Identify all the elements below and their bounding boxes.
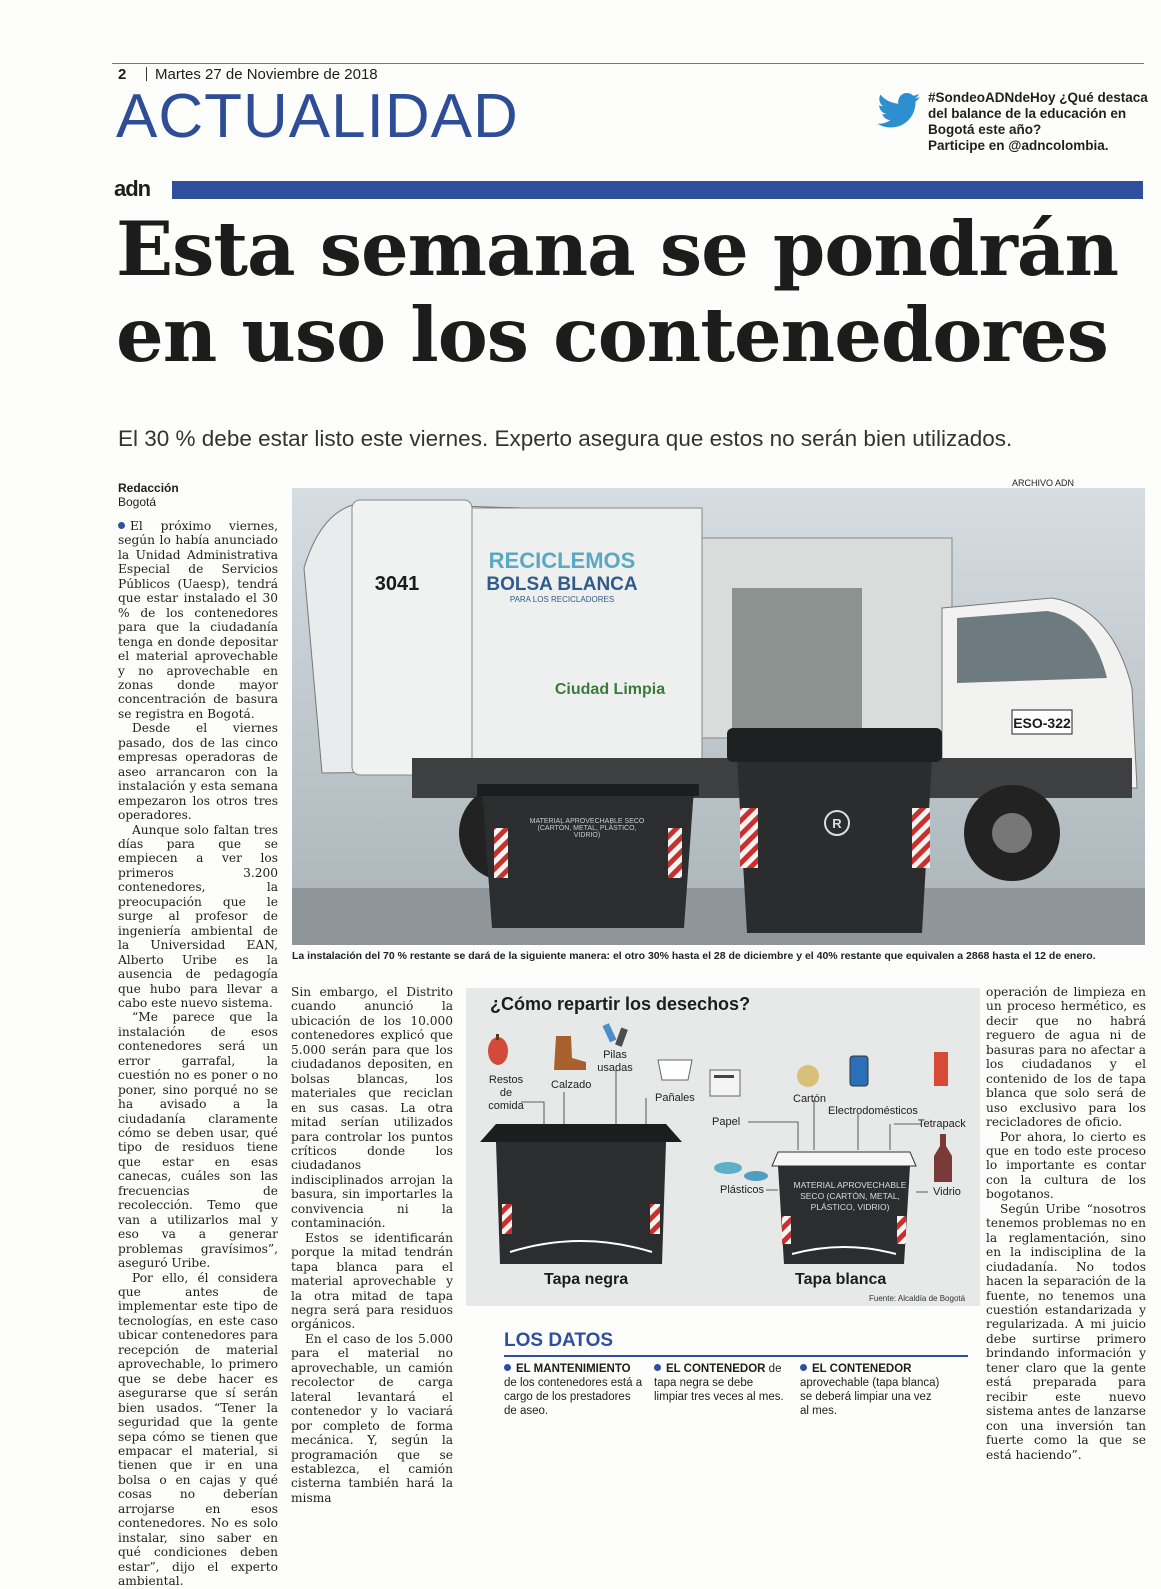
black-bin [480,1124,682,1264]
infographic-bin-text: MATERIAL APROVECHABLE SECO (CARTÓN, METAL, PLÁSTICO, VIDRIO) [793,1180,907,1212]
paragraph: Estos se identificarán porque la mitad tendrán tapa blanca para el material aprovechable y la otra mitad de tapa negra será para residuos orgánicos. [291,1230,453,1332]
label-diapers: Pañales [655,1092,695,1104]
top-rule [112,63,1144,64]
twitter-bird-icon [876,92,922,132]
page-number: 2 [118,66,127,83]
headline-line-2: en uso los contenedores [116,291,1108,379]
paragraph: Por ello, él considera que antes de implementar este tipo de tecnologías, en este caso ubicar contenedores para recepción de material aprovechable, lo primero que se debe hacer es asegurarse que sí serán bien usados. “Tener la seguridad que la gente sepa cómo se tienen que empacar el material, si tienen que ir en una bolsa o en cajas y qué cosas no deberían arrojarse en esos contenedores. No es solo instalar, sino saber en qué condiciones deben estar”, dijo el experto ambiental. [118,1270,278,1589]
label-batteries: Pilas usadas [597,1049,633,1074]
truck-brand: Ciudad Limpia [554,681,666,698]
headline-line-1: Esta semana se pondrán [116,205,1118,293]
brand-logo: adn [114,176,151,201]
newspaper-icon [710,1070,740,1096]
tetrapack-icon [934,1052,948,1086]
label-black-lid: Tapa negra [544,1271,629,1288]
photo-credit: ARCHIVO ADN [1012,478,1075,488]
label-food: Restos de comida [488,1074,524,1112]
svg-text:R: R [832,816,842,831]
infographic-drawing [466,1018,980,1308]
photo-caption: La instalación del 70 % restante se dará de la siguiente manera: el otro 30% hasta el 28 de diciembre y el 40% restante que equivalen a 2868 hasta el 12 de enero. [292,950,1096,962]
infographic-source: Fuente: Alcaldía de Bogotá [869,1294,966,1303]
label-paper: Papel [712,1116,741,1128]
twitter-cta[interactable]: Participe en @adncolombia. [928,138,1109,153]
label-cardboard: Cartón [793,1093,827,1105]
truck-photo [292,488,1145,945]
phone-icon [850,1056,868,1086]
paragraph: Según Uribe “nosotros tenemos problemas no en la reglamentación, sino en la indisciplina de la ciudadanía. No todos hacen la separación de la fuente, no tenemos una cuestión estandarizada y regularizada. A mi juicio debe surtirse primero brindando información y tener claro que la gente está preparada para recibir este nuevo sistema antes de lanzarse con una inversión tan fuerte como la que se está haciendo”. [986,1201,1146,1462]
paragraph: “Me parece que la instalación de esos contenedores será un error garrafal, la cuestión no es poner o no poner, sino porqué no se ha avisado a la ciudadanía claramente cómo se deben usar, qué tipo de residuos tiene que estar en esas canecas, cuáles son las frecuencias de recolección. Temo que van a utilizarlos mal y eso va a generar problemas gravísimos”, aseguró Uribe. [118,1010,278,1271]
batteries-icon [602,1023,627,1047]
bullet-dot [504,1364,511,1371]
apple-core-icon [488,1034,508,1065]
truck-number: 3041 [374,573,420,595]
boot-icon [554,1036,586,1070]
paragraph: Aunque solo faltan tres días para que se empiecen a ver los primeros 3.200 contenedores, la preocupación que le surge al profesor de ingeniería ambiental de la Universidad EAN, Alberto Uribe es la ausencia de pedagogía que hubo para llevar a cabo este nuevo sistema. [118,822,278,1010]
page-separator [146,67,147,81]
paragraph: Sin embargo, el Distrito cuando anunció la ubicación de los 10.000 contenedores explicó que 5.000 serán para que los ciudadanos depositen, en bolsas blancas, los materiales que reciclan en sus casas. La otra mitad serían utilizados para controlar los puntos críticos donde los ciudadanos indisciplinados arrojan la basura, sin importarles la convivencia ni la contaminación. [291,985,453,1231]
label-tetrapack: Tetrapack [918,1118,966,1130]
page-date: Martes 27 de Noviembre de 2018 [155,66,378,83]
paragraph: Por ahora, lo cierto es que en todo este proceso lo importante es contar con la cultura de los bogotanos. [986,1129,1146,1202]
truck-slogan-2: BOLSA BLANCA [486,574,638,595]
label-white-lid: Tapa blanca [795,1271,887,1288]
article-column-4 [986,985,1146,1462]
label-glass: Vidrio [933,1186,961,1198]
bullet-dot [800,1364,807,1371]
paragraph: operación de limpieza en un proceso hermético, es decir que no habrá reguero de agua ni de basuras para no afectar a los ciudadanos y el contenido de los de tapa blanca que solo será de uso exclusivo para los recicladores de oficio. [986,985,1146,1130]
truck-slogan-1: RECICLEMOS [488,548,636,573]
photo-bin-label: MATERIAL APROVECHABLE SECO (CARTÓN, METAL, PLÁSTICO, VIDRIO) [529,818,645,839]
dato-item: EL CONTENEDOR de tapa negra se debe limpiar tres veces al mes. [654,1363,784,1403]
twitter-poll[interactable] [928,90,1148,154]
wine-bottle-icon [934,1134,952,1182]
byline-city: Bogotá [118,495,157,509]
cardboard-icon [797,1065,819,1087]
twitter-question: #SondeoADNdeHoy ¿Qué destaca del balance de la educación en Bogotá este año? [928,90,1148,137]
article-photo [292,488,1145,945]
label-plastics: Plásticos [720,1184,765,1196]
plastic-bottles-icon [714,1162,768,1181]
truck-slogan-3: PARA LOS RECICLADORES [509,595,615,604]
label-shoes: Calzado [551,1079,592,1091]
byline-author: Redacción [118,481,179,495]
label-electronics: Electrodomésticos [828,1105,918,1117]
datos-title: LOS DATOS [504,1330,614,1351]
dato-item: EL CONTENEDOR aprovechable (tapa blanca) se deberá limpiar una vez al mes. [800,1363,940,1417]
dato-item: EL MANTENIMIENTO de los contenedores está a cargo de los prestadores de aseo. [504,1363,643,1417]
datos-rule [504,1355,968,1357]
license-plate: ESO-322 [1013,715,1071,731]
section-title: ACTUALIDAD [116,82,519,151]
article-column-2 [291,985,453,1505]
article-column-1 [118,519,278,1589]
paragraph: En el caso de los 5.000 para el material no aprovechable, un camión recolector de carga lateral levantará el contenedor y lo vaciará por completo de forma mecánica. Y, según la programación que se establezca, el camión cisterna también hará la misma [291,1331,453,1505]
subheadline: El 30 % debe estar listo este viernes. Experto asegura que estos no serán bien utilizados. [118,426,1013,451]
bullet-dot [118,522,125,529]
infographic-title: ¿Cómo repartir los desechos? [490,994,751,1014]
diaper-icon [658,1060,692,1080]
paragraph: Desde el viernes pasado, dos de las cinco empresas operadoras de aseo arrancaron con la instalación y esta semana empezaron los otros tres operadores. [118,721,278,823]
section-bar [172,181,1143,199]
headline [116,206,1146,378]
paragraph: El próximo viernes, según lo había anunciado la Unidad Administrativa Especial de Servicios Públicos (Uaesp), tendrá que estar instalado el 30 % de los contenedores para que la ciudadanía tenga en donde depositar el material aprovechable y no aprovechable en zonas donde mayor concentración de basura se registra en Bogotá. [118,519,278,721]
bullet-dot [654,1364,661,1371]
